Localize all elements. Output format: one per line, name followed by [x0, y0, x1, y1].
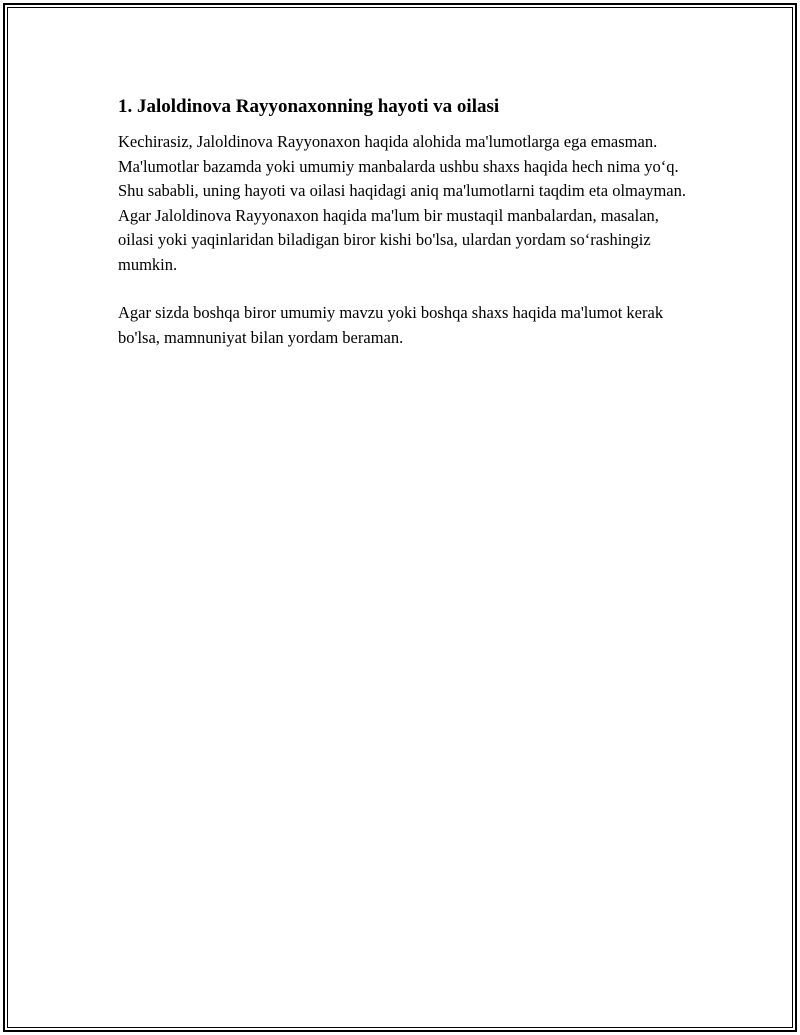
- section-heading: 1. Jaloldinova Rayyonaxonning hayoti va oilasi: [118, 96, 500, 117]
- document-body: [118, 94, 688, 374]
- paragraph-offer-help: Agar sizda boshqa biror umumiy mavzu yoki boshqa shaxs haqida ma'lumot kerak bo'lsa, mamnuniyat bilan yordam beraman.: [118, 303, 664, 347]
- paragraph-intro: Kechirasiz, Jaloldinova Rayyonaxon haqida alohida ma'lumotlarga ega emasman. Ma'lumotlar bazamda yoki umumiy manbalarda ushbu shaxs haqida hech nima yoʻq. Shu sababli, uning hayoti va oilasi haqidagi aniq ma'lumotlarni taqdim eta olmayman. Agar Jaloldinova Rayyonaxon haqida ma'lum bir mustaqil manbalardan, masalan, oilasi yoki yaqinlaridan biladigan biror kishi bo'lsa, ulardan yordam soʻrashingiz mumkin.: [118, 132, 686, 274]
